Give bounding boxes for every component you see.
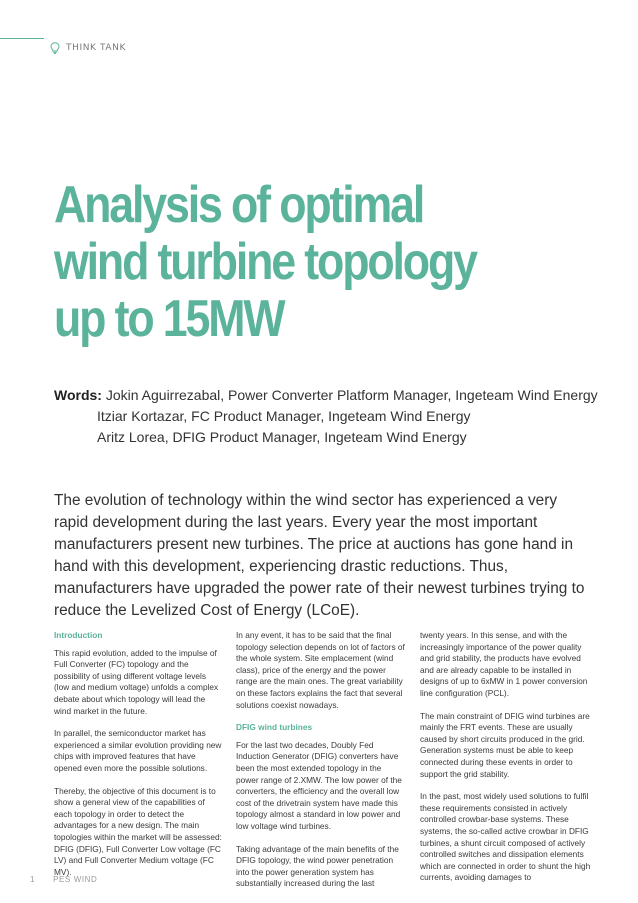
body-paragraph: Taking advantage of the main benefits of the DFIG topology, the wind power penetration into the power generation system has substantially increased during the last bbox=[236, 843, 399, 889]
title-line: wind turbine topology bbox=[54, 233, 476, 291]
author-line: Jokin Aguirrezabal, Power Converter Platform Manager, Ingeteam Wind Energy bbox=[105, 387, 598, 403]
author-line: Itziar Kortazar, FC Product Manager, Ingeteam Wind Energy bbox=[97, 408, 471, 424]
section-heading: Introduction bbox=[54, 630, 103, 640]
lightbulb-icon bbox=[50, 42, 60, 54]
section-label: THINK TANK bbox=[66, 43, 127, 53]
body-column-1 bbox=[54, 630, 222, 889]
page-footer bbox=[30, 875, 97, 884]
intro-paragraph: The evolution of technology within the wind sector has experienced a very rapid development during the last years. Every year the most important manufacturers present new turbines. The price at auctions has gone hand in hand with this development, experiencing drastic reductions. Thus, manufacturers have upgraded the power rate of their newest turbines trying to reduce the Levelized Cost of Energy (LCoE). bbox=[54, 492, 585, 619]
body-paragraph: Thereby, the objective of this document is to show a general view of the capabilities of each topology in order to detect the advantages for a new design. The main topologies within the market will be assessed: DFIG (DFIG), Full Converter Low voltage (FC LV) and Full Converter Medium voltage (FC MV). bbox=[54, 785, 222, 877]
title-line: Analysis of optimal bbox=[54, 176, 424, 234]
body-paragraph: In parallel, the semiconductor market has experienced a similar evolution providing new chips with improved features that have opened even more the possible solutions. bbox=[54, 728, 222, 773]
body-paragraph: In any event, it has to be said that the final topology selection depends on lot of factors of the whole system. Site emplacement (wind class), price of the energy and the power range are the main ones. The great variability on these factors explains the fact that several solutions coexist nowadays. bbox=[236, 630, 405, 710]
article-title bbox=[54, 177, 501, 348]
body-column-3 bbox=[420, 630, 592, 895]
authors-label: Words: bbox=[54, 387, 102, 403]
body-column-2 bbox=[236, 630, 406, 901]
publication-name: PES WIND bbox=[53, 875, 98, 884]
top-accent-rule bbox=[0, 38, 44, 39]
body-paragraph: For the last two decades, Doubly Fed Induction Generator (DFIG) converters have been the most extended topology in the power range of 2.XMW. The low power of the converters, the efficiency and the overall low cost of the drivetrain system have made this topology almost a standard in low power and low voltage wind turbines. bbox=[236, 739, 402, 831]
author-credits bbox=[54, 385, 598, 448]
author-line: Aritz Lorea, DFIG Product Manager, Ingeteam Wind Energy bbox=[97, 429, 467, 445]
section-heading: DFIG wind turbines bbox=[236, 722, 313, 733]
body-paragraph: The main constraint of DFIG wind turbines are mainly the FRT events. These are usually caused by short circuits produced in the grid. Generation systems must be able to keep connected during these events in order to support the grid stability. bbox=[420, 710, 590, 779]
page-number: 1 bbox=[30, 875, 36, 884]
body-paragraph: In the past, most widely used solutions to fulfil these requirements consisted in actively controlled crowbar-base systems. These systems, the so-called active crowbar in DFIG turbines, a shunt circuit composed of actively controlled switches and dissipation elements which are connected in order to shunt the high currents, avoiding damages to bbox=[420, 791, 591, 883]
body-paragraph: This rapid evolution, added to the impulse of Full Converter (FC) topology and the possibility of using different voltage levels (low and medium voltage) unfolds a complex debate about which topology will lead the wind market in the future. bbox=[54, 647, 219, 716]
section-header bbox=[50, 42, 126, 54]
title-line: up to 15MW bbox=[54, 290, 284, 348]
body-paragraph: twenty years. In this sense, and with the increasingly importance of the power quality and grid stability, the products have evolved and are already capable to be installed in designs of up to 6xMW in 1 power conversion line configuration (PCL). bbox=[420, 630, 588, 698]
